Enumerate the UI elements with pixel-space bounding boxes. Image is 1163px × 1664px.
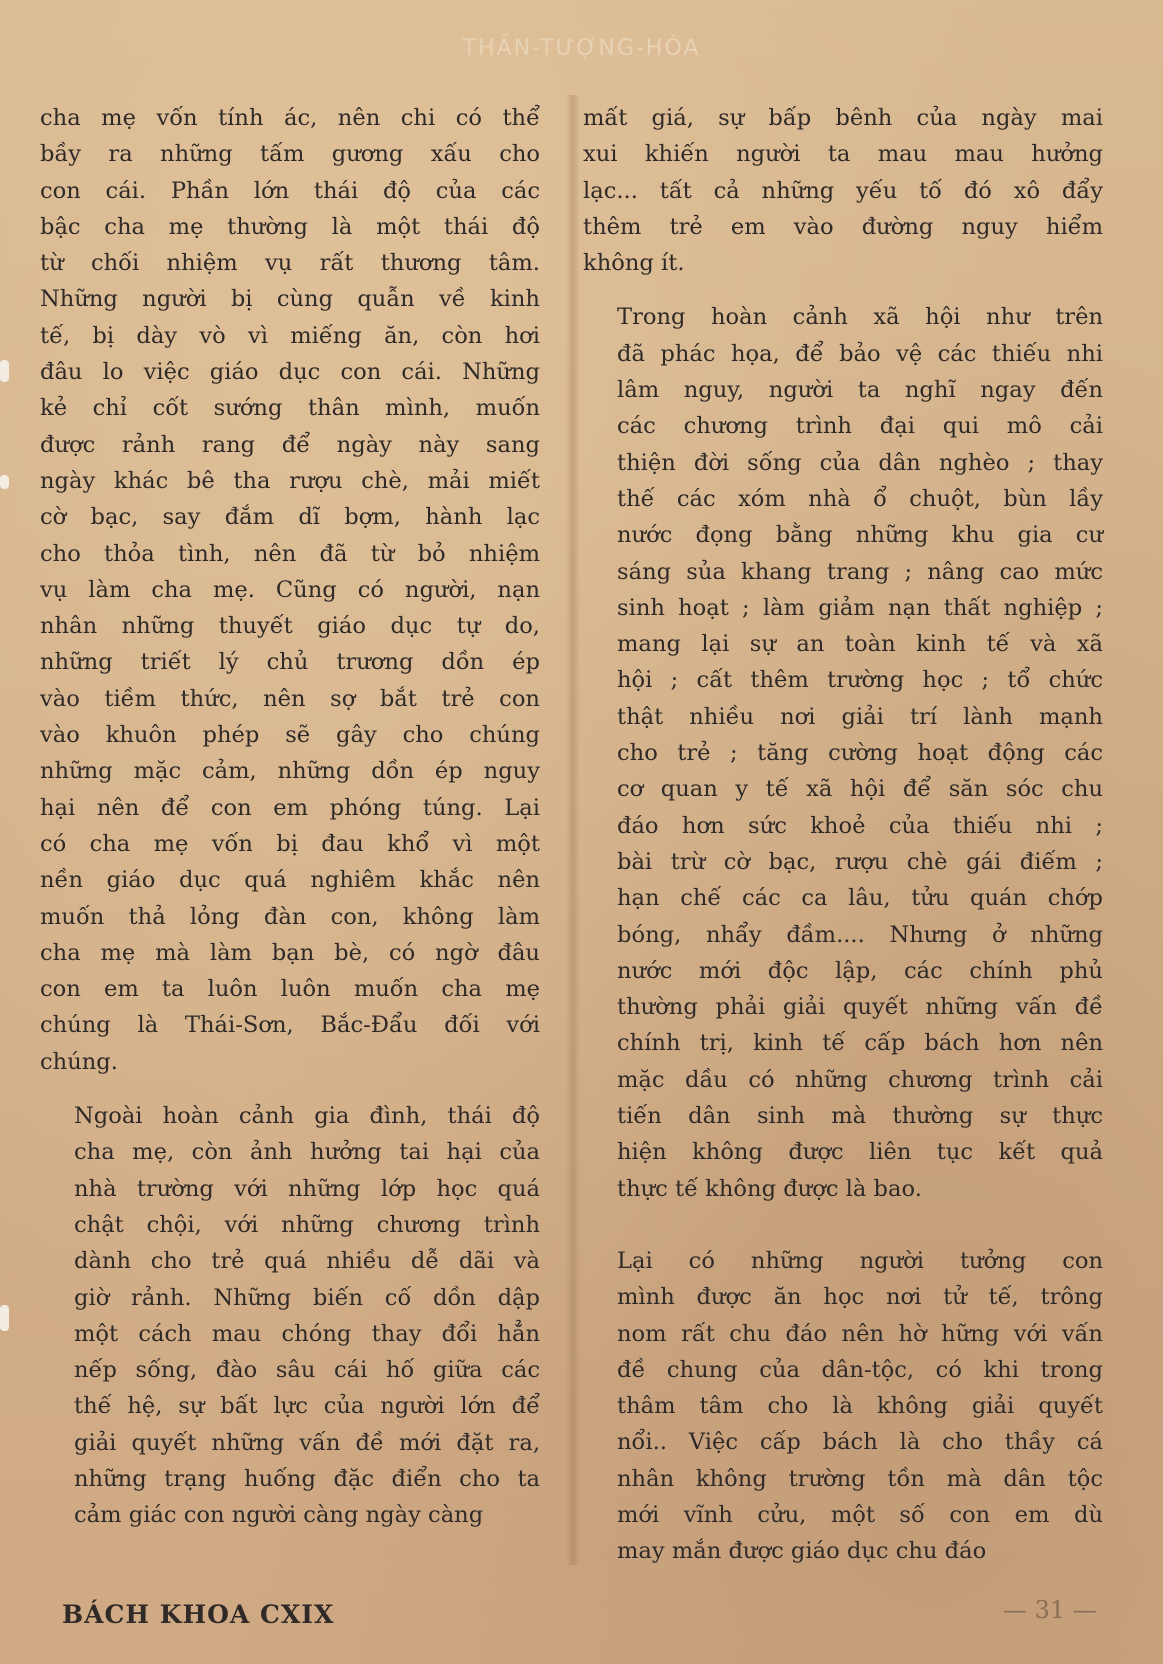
text-line: bóng, nhẩy đầm.... Nhưng ở những <box>617 921 1103 948</box>
page-number: — 31 — <box>1003 1596 1097 1624</box>
text-line: cờ bạc, say đắm dĩ bợm, hành lạc <box>40 504 540 531</box>
text-line: thực tế không được là bao. <box>617 1175 922 1202</box>
text-line: nhân không trường tồn mà dân tộc <box>617 1465 1103 1492</box>
text-line: mình được ăn học nơi tử tế, trông <box>617 1284 1103 1311</box>
text-line: cha mẹ vốn tính ác, nên chi có thể <box>40 105 540 131</box>
text-line: chật chội, với những chương trình <box>74 1211 540 1238</box>
text-line: sáng sủa khang trang ; nâng cao mức <box>617 558 1103 585</box>
text-line: nhà trường với những lớp học quá <box>74 1175 540 1202</box>
text-line: những mặc cảm, những dồn ép nguy <box>40 758 540 785</box>
text-line: đâu lo việc giáo dục con cái. Những <box>40 359 540 386</box>
right-column <box>583 100 1103 1570</box>
text-line: giờ rảnh. Những biến cố dồn dập <box>74 1284 540 1311</box>
text-line: nhân những thuyết giáo dục tự do, <box>40 613 540 640</box>
margin-punch-mark <box>0 475 9 489</box>
text-line: mặc dầu có những chương trình cải <box>617 1066 1103 1093</box>
margin-punch-mark <box>0 360 9 382</box>
text-line: không ít. <box>583 250 685 277</box>
text-line: Trong hoàn cảnh xã hội như trên <box>617 304 1103 331</box>
text-line: nom rất chu đáo nên hờ hững với vấn <box>617 1320 1103 1347</box>
text-line: thật nhiều nơi giải trí lành mạnh <box>617 703 1103 730</box>
text-line: những triết lý chủ trương dồn ép <box>40 649 540 676</box>
text-line: thế hệ, sự bất lực của người lớn để <box>74 1393 540 1420</box>
text-line: hội ; cất thêm trường học ; tổ chức <box>617 667 1103 694</box>
text-line: chúng. <box>40 1048 118 1075</box>
paragraph <box>583 1243 1103 1570</box>
paragraph <box>583 299 1103 1206</box>
text-line: vào tiềm thức, nên sợ bắt trẻ con <box>40 685 540 712</box>
text-line: dành cho trẻ quá nhiều dễ dãi và <box>74 1248 540 1275</box>
text-line: cảm giác con người càng ngày càng <box>74 1502 484 1529</box>
text-line: con em ta luôn luôn muốn cha mẹ <box>40 976 540 1003</box>
left-column <box>40 100 540 1534</box>
text-line: đáo hơn sức khoẻ của thiếu nhi ; <box>617 812 1103 839</box>
text-line: tiến dân sinh mà thường sự thực <box>617 1103 1103 1130</box>
text-line: được rảnh rang để ngày này sang <box>40 431 540 458</box>
column-gutter <box>566 95 580 1565</box>
text-line: đã phác họa, để bảo vệ các thiếu nhi <box>617 340 1103 367</box>
text-line: hạn chế các ca lâu, tửu quán chớp <box>617 885 1103 912</box>
text-line: thêm trẻ em vào đường nguy hiểm <box>583 213 1103 240</box>
text-line: cho thỏa tình, nên đã từ bỏ nhiệm <box>40 540 540 567</box>
text-line: cơ quan y tế xã hội để săn sóc chu <box>617 776 1103 803</box>
text-line: tế, bị dày vò vì miếng ăn, còn hơi <box>40 322 540 349</box>
text-line: nước đọng bằng những khu gia cư <box>617 522 1103 549</box>
text-line: bậc cha mẹ thường là một thái độ <box>40 213 540 240</box>
text-line: cha mẹ, còn ảnh hưởng tai hại của <box>74 1139 540 1166</box>
running-head: THẦN-TƯỢNG-HÓA <box>462 36 701 61</box>
text-line: chúng là Thái-Sơn, Bắc-Đẩu đối với <box>40 1012 540 1039</box>
text-line: bài trừ cờ bạc, rượu chè gái điếm ; <box>617 848 1103 875</box>
text-line: các chương trình đại qui mô cải <box>617 413 1103 440</box>
text-line: đề chung của dân-tộc, có khi trong <box>617 1356 1103 1383</box>
text-line: Những người bị cùng quẫn về kinh <box>40 286 540 313</box>
paragraph <box>40 1098 540 1534</box>
paragraph <box>40 100 540 1080</box>
text-line: thế các xóm nhà ổ chuột, bùn lầy <box>617 485 1103 512</box>
text-line: lạc... tất cả những yếu tố đó xô đẩy <box>583 177 1103 204</box>
text-line: Lại có những người tưởng con <box>617 1247 1103 1274</box>
text-line: có cha mẹ vốn bị đau khổ vì một <box>40 830 540 857</box>
text-line: một cách mau chóng thay đổi hẳn <box>74 1320 540 1347</box>
text-line: cho trẻ ; tăng cường hoạt động các <box>617 740 1103 767</box>
text-line: nổi.. Việc cấp bách là cho thầy cá <box>617 1429 1103 1456</box>
text-line: sinh hoạt ; làm giảm nạn thất nghiệp ; <box>617 594 1103 621</box>
text-line: vụ làm cha mẹ. Cũng có người, nạn <box>40 576 540 603</box>
text-line: mang lại sự an toàn kinh tế và xã <box>617 631 1103 658</box>
text-line: xui khiến người ta mau mau hưởng <box>583 141 1103 168</box>
text-line: bầy ra những tấm gương xấu cho <box>40 141 540 168</box>
text-line: Ngoài hoàn cảnh gia đình, thái độ <box>74 1103 540 1130</box>
text-line: mất giá, sự bấp bênh của ngày mai <box>583 105 1103 131</box>
margin-punch-mark <box>0 1305 9 1331</box>
text-line: nước mới độc lập, các chính phủ <box>617 957 1103 984</box>
text-line: thâm tâm cho là không giải quyết <box>617 1393 1103 1420</box>
text-line: muốn thả lỏng đàn con, không làm <box>40 903 540 930</box>
text-line: những trạng huống đặc điển cho ta <box>74 1465 540 1492</box>
text-line: nếp sống, đào sâu cái hố giữa các <box>74 1357 540 1384</box>
magazine-footer: BÁCH KHOA CXIX <box>62 1600 335 1629</box>
text-line: kẻ chỉ cốt sướng thân mình, muốn <box>40 395 540 422</box>
text-line: mới vĩnh cửu, một số con em dù <box>617 1501 1103 1528</box>
text-line: thường phải giải quyết những vấn đề <box>617 994 1103 1021</box>
text-line: nền giáo dục quá nghiêm khắc nên <box>40 867 540 894</box>
text-line: may mắn được giáo dục chu đáo <box>617 1538 987 1565</box>
text-line: ngày khác bê tha rượu chè, mải miết <box>40 467 540 494</box>
text-line: chính trị, kinh tế cấp bách hơn nên <box>617 1030 1103 1057</box>
text-line: cha mẹ mà làm bạn bè, có ngờ đâu <box>40 939 540 966</box>
text-line: vào khuôn phép sẽ gây cho chúng <box>40 722 540 749</box>
text-line: từ chối nhiệm vụ rất thương tâm. <box>40 250 540 277</box>
text-line: lâm nguy, người ta nghĩ ngay đến <box>617 377 1103 404</box>
text-line: hiện không được liên tục kết quả <box>617 1139 1103 1166</box>
text-line: giải quyết những vấn đề mới đặt ra, <box>74 1429 540 1456</box>
text-line: con cái. Phần lớn thái độ của các <box>40 177 540 204</box>
text-line: thiện đời sống của dân nghèo ; thay <box>617 449 1103 476</box>
text-line: hại nên để con em phóng túng. Lại <box>40 794 540 821</box>
paragraph <box>583 100 1103 281</box>
